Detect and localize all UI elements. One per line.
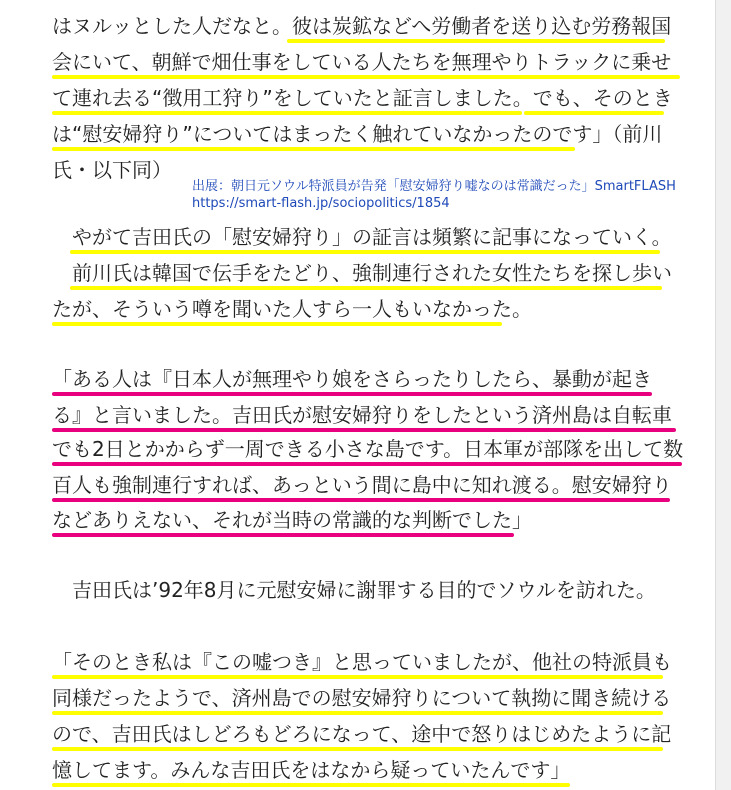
vertical-scrollbar[interactable] — [715, 0, 731, 790]
paragraph-line: 会にいて、朝鮮で畑仕事をしている人たちを無理やりトラックに乗せ — [52, 50, 672, 74]
paragraph-line: は“慰安婦狩り”についてはまったく触れていなかったのです」（前川 — [52, 122, 663, 146]
paragraph-line: たが、そういう噂を聞いた人すら一人もいなかった。 — [52, 297, 532, 321]
paragraph-line: 「そのとき私は『この嘘つき』と思っていましたが、他社の特派員も — [52, 650, 672, 674]
paragraph-line: 吉田氏は’92年8月に元慰安婦に謝罪する目的でソウルを訪れた。 — [52, 578, 656, 602]
paragraph-line: 同様だったようで、済州島での慰安婦狩りについて執拗に聞き続ける — [52, 686, 672, 710]
paragraph-line: やがて吉田氏の「慰安婦狩り」の証言は頻繁に記事になっていく。 — [52, 225, 672, 249]
source-link[interactable]: https://smart-flash.jp/sociopolitics/1854 — [192, 196, 450, 211]
paragraph-line: 百人も強制連行すれば、あっという間に島中に知れ渡る。慰安婦狩り — [52, 473, 672, 497]
paragraph-line: はヌルッとした人だなと。彼は炭鉱などへ労働者を送り込む労務報国 — [52, 14, 672, 38]
source-citation: 出展：朝日元ソウル特派員が告発「慰安婦狩り嘘なのは常識だった」SmartFLASH — [192, 179, 676, 194]
paragraph-line: 前川氏は韓国で伝手をたどり、強制連行された女性たちを探し歩い — [52, 261, 672, 285]
paragraph-line: 氏・以下同） — [52, 158, 172, 182]
paragraph-line: 憶してます。みんな吉田氏をはなから疑っていたんです」 — [52, 758, 571, 782]
paragraph-line: ので、吉田氏はしどろもどろになって、途中で怒りはじめたように記 — [52, 722, 672, 746]
paragraph-line: る』と言いました。吉田氏が慰安婦狩りをしたという済州島は自転車 — [52, 403, 672, 427]
paragraph-line: でも2日とかからず一周できる小さな島です。日本軍が部隊を出して数 — [52, 437, 684, 461]
paragraph-line: などありえない、それが当時の常識的な判断でした」 — [52, 508, 532, 532]
paragraph-line: て連れ去る“徴用工狩り”をしていたと証言しました。でも、そのとき — [52, 86, 673, 110]
paragraph-line: 「ある人は『日本人が無理やり娘をさらったりしたら、暴動が起き — [52, 367, 652, 391]
